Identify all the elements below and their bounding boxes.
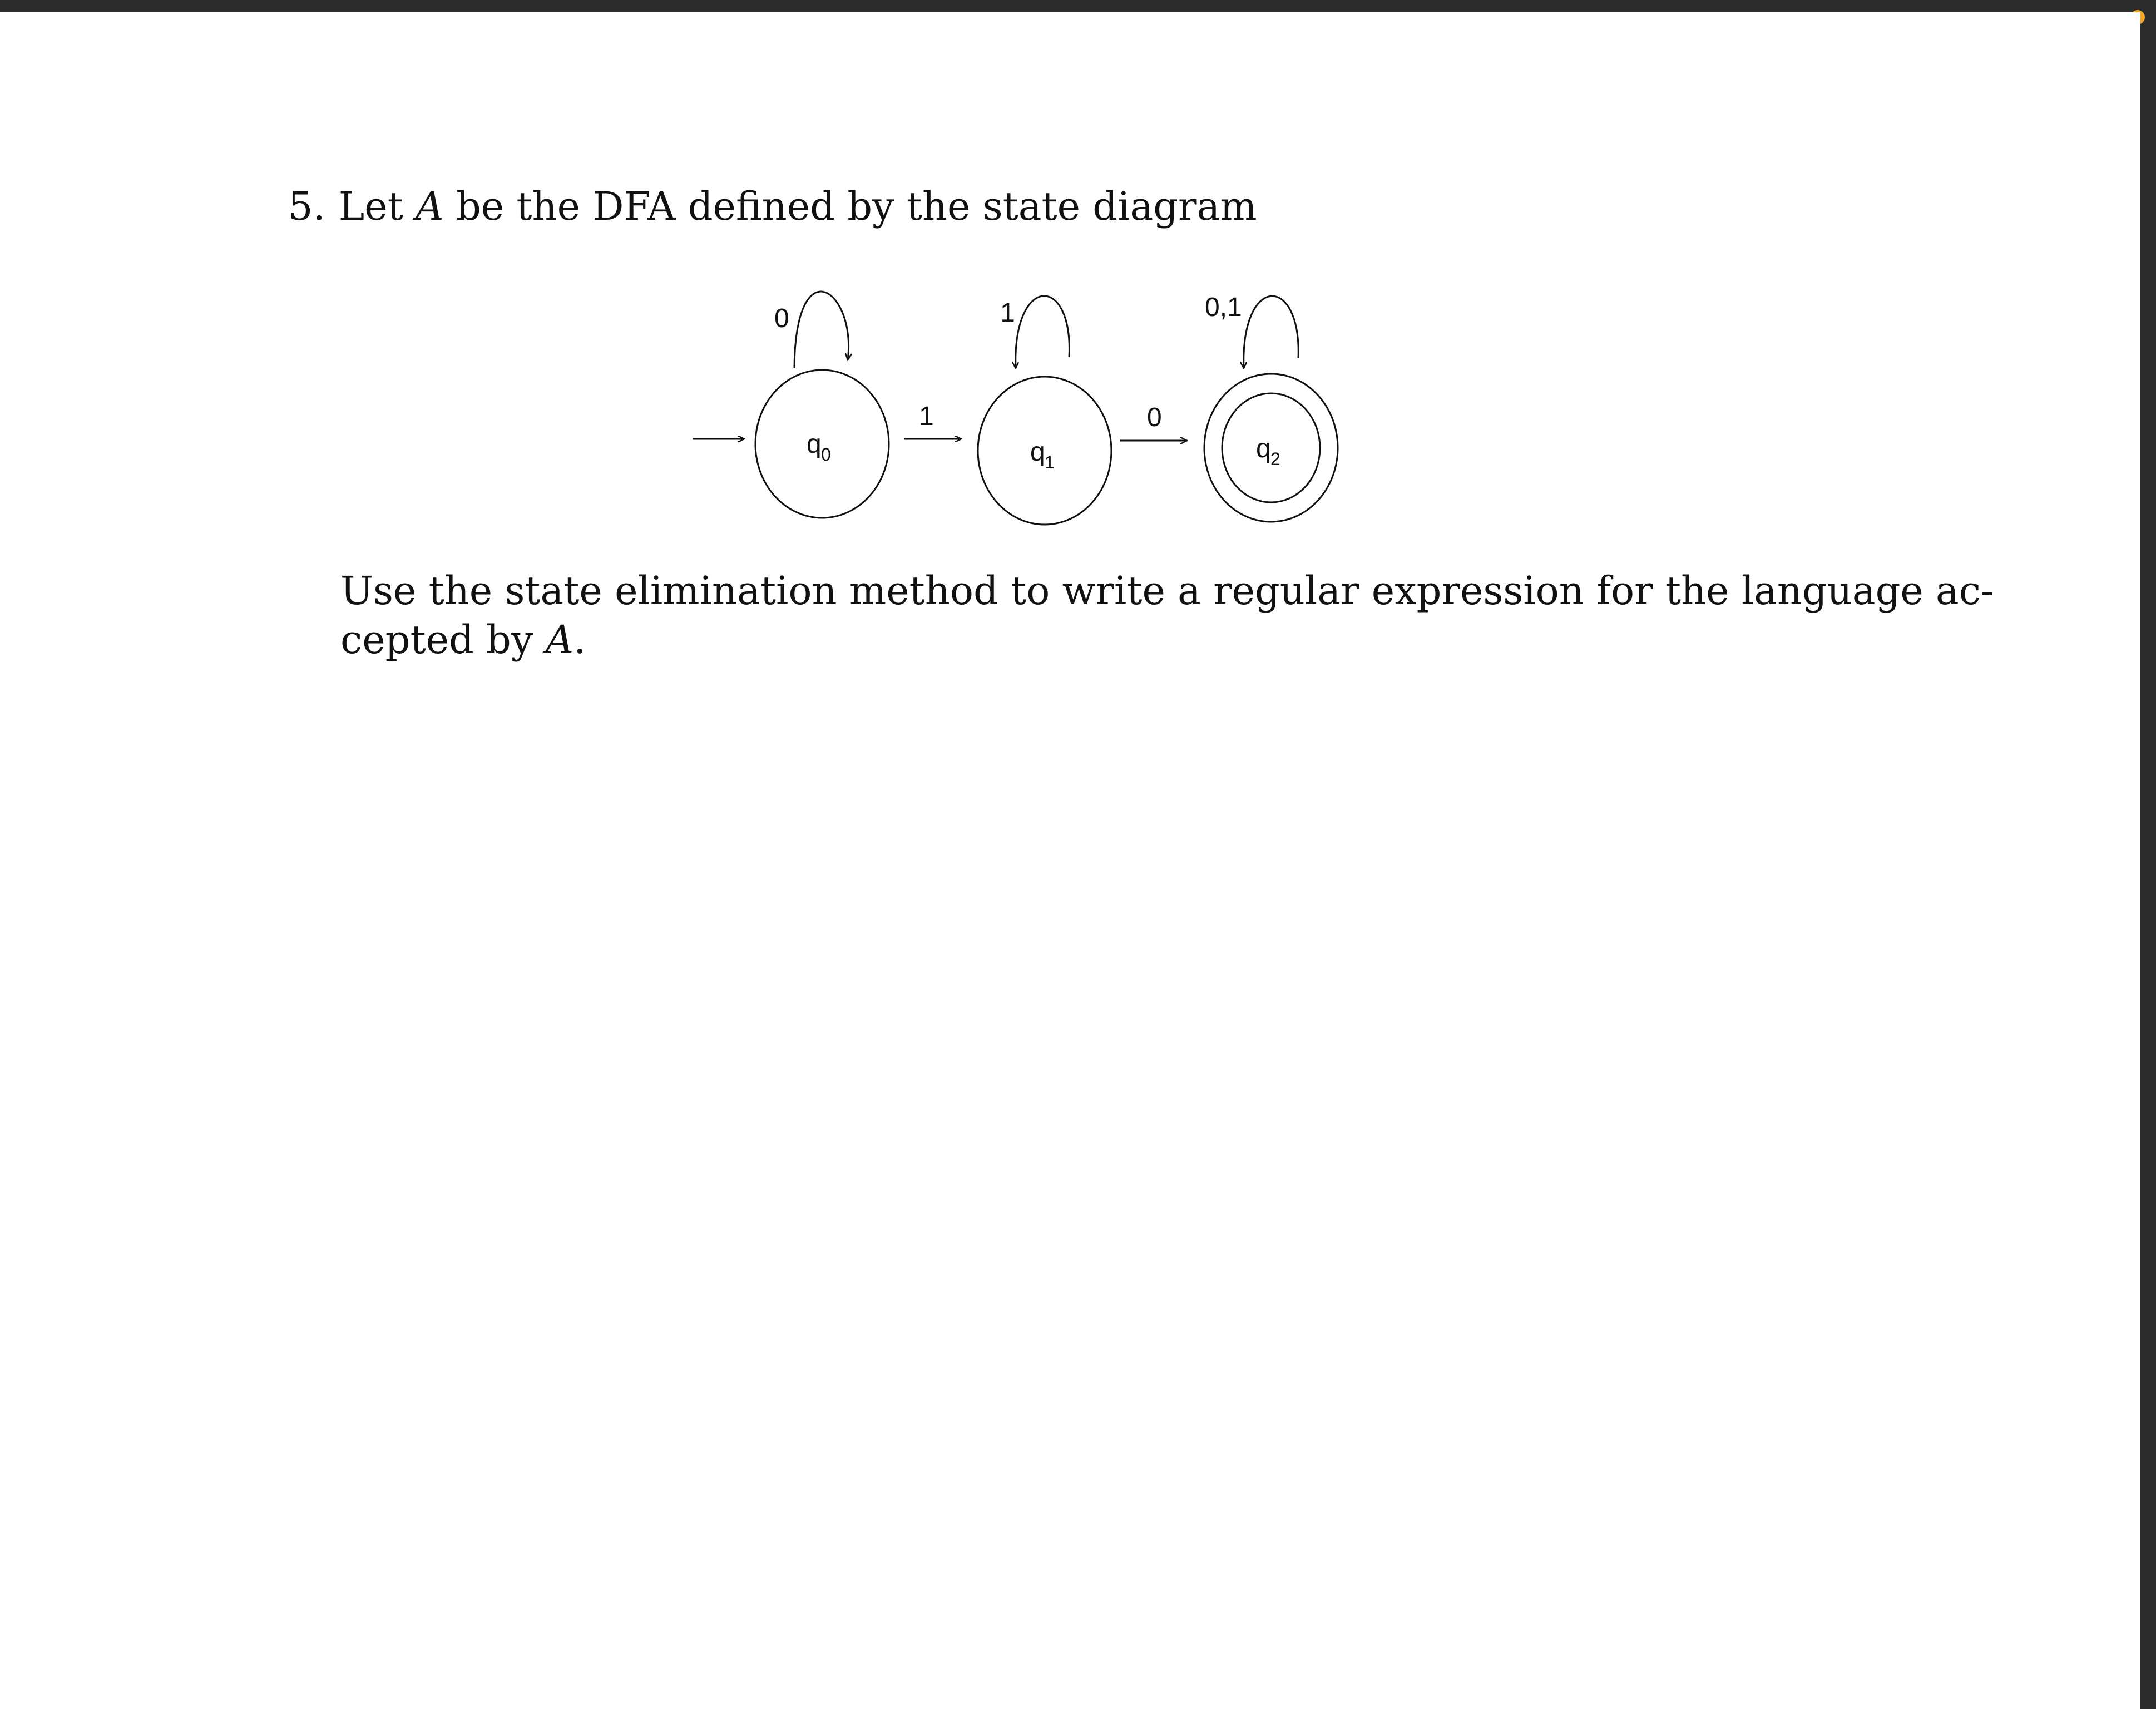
question-number: 5. [288, 184, 325, 229]
question-text-before: Let [338, 184, 403, 229]
state-q2-outer-circle [1204, 374, 1338, 522]
state-q2-inner-circle [1222, 393, 1320, 502]
state-q2-subscript: 2 [1270, 449, 1280, 469]
state-q2-label: q [1256, 434, 1271, 463]
state-q0-label: q [807, 429, 822, 459]
instruction-line-2 [340, 615, 1826, 664]
self-loop-q1-label: 1 [1000, 298, 1015, 328]
state-q1-subscript: 1 [1045, 452, 1055, 472]
instruction-line-1: Use the state elimination method to write a regular expression for the language ac- [340, 568, 1994, 614]
automaton-variable: A [416, 184, 444, 229]
dfa-state-diagram [0, 12, 2140, 569]
self-loop-q1 [1016, 296, 1070, 368]
instruction-paragraph [340, 566, 1994, 664]
self-loop-q2-label: 0,1 [1205, 293, 1242, 322]
instruction-period: . [573, 617, 586, 663]
self-loop-q0-label: 0 [774, 304, 789, 333]
self-loop-q0 [794, 292, 849, 368]
state-q0-subscript: 0 [821, 444, 831, 465]
transition-q0-q1-label: 1 [919, 402, 934, 431]
question-text-after: be the DFA defined by the state diagram [456, 184, 1257, 229]
window-top-bar [0, 0, 2156, 12]
instruction-line-2-text: cepted by [340, 617, 533, 663]
self-loop-q2 [1244, 296, 1298, 368]
state-q1-label: q [1030, 437, 1045, 467]
automaton-variable-2: A [545, 617, 574, 663]
state-q0-circle [755, 370, 889, 518]
transition-q1-q2-label: 0 [1147, 403, 1162, 432]
window-right-border [2140, 12, 2156, 1709]
